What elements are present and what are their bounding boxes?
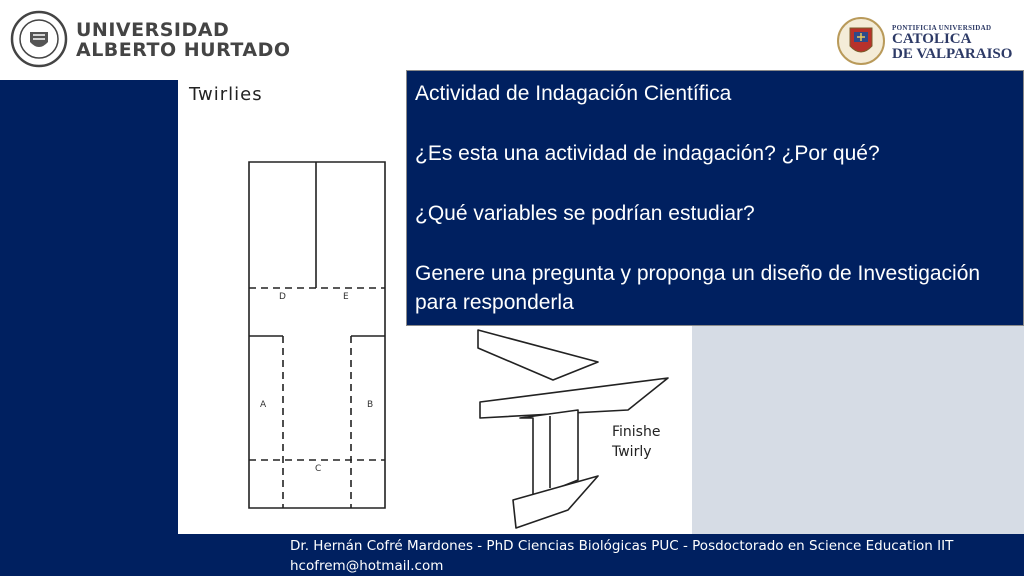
author-credit: Dr. Hernán Cofré Mardones - PhD Ciencias Biológicas PUC - Posdoctorado en Science Education IIT hcofrem@hotmail.com [290,538,954,574]
finished-label-line2: Twirly [612,444,652,460]
university-name-right-line1: PONTIFICIA UNIVERSIDAD [892,24,992,32]
question-design: Genere una pregunta y proponga un diseño de Investigación para responderla [415,262,981,314]
template-outline [249,162,385,508]
university-crest-icon [836,12,886,70]
university-seal-icon [10,10,68,68]
finished-twirly-label [612,422,660,462]
label-e: E [343,292,349,302]
figure-title: Twirlies [189,84,263,105]
finished-label-line1: Finishe [612,424,661,440]
university-name-line1: UNIVERSIDAD [76,19,230,41]
right-grey-block [692,326,1024,534]
university-name-line2: ALBERTO HURTADO [76,39,291,61]
university-name-left [76,20,291,60]
label-c: C [315,464,322,474]
label-d: D [279,292,286,302]
left-navy-band [0,80,178,576]
activity-heading: Actividad de Indagación Científica [415,82,732,105]
university-name-right-line2: CATOLICA [892,31,972,47]
university-name-right [892,24,1012,62]
question-variables: ¿Qué variables se podrían estudiar? [415,202,755,225]
label-a: A [260,400,267,410]
twirly-blade-back [478,330,598,380]
question-inquiry: ¿Es esta una actividad de indagación? ¿Por qué? [415,142,880,165]
activity-panel [406,70,1024,326]
label-b: B [367,400,374,410]
university-name-right-line3: DE VALPARAISO [892,46,1013,62]
